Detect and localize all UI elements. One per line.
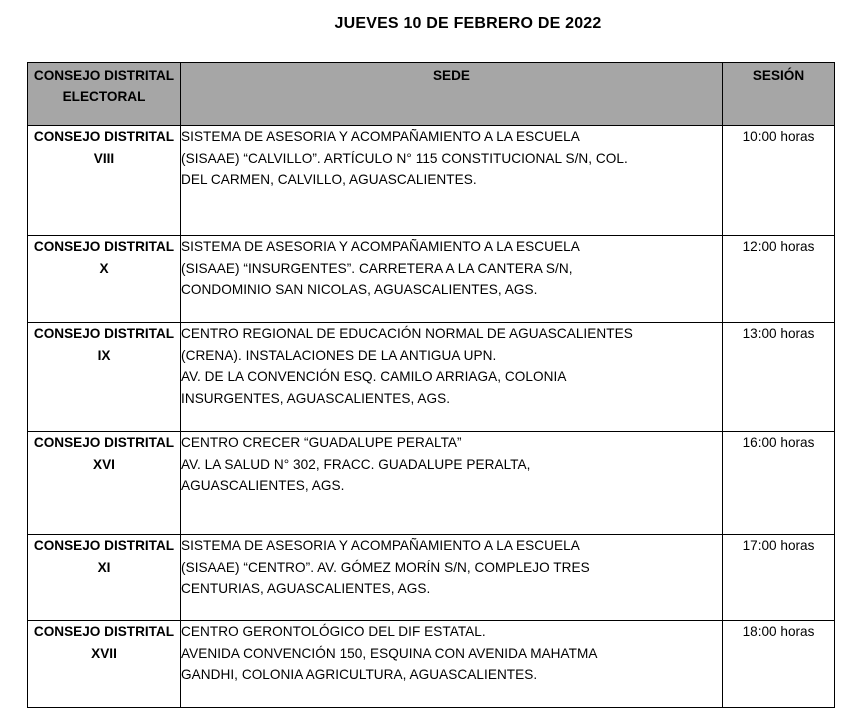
venue-line: AV. DE LA CONVENCIÓN ESQ. CAMILO ARRIAGA, COLONIA: [181, 369, 567, 384]
header-session: SESIÓN: [723, 63, 835, 126]
table-row: [28, 432, 835, 535]
venue-line: SISTEMA DE ASESORIA Y ACOMPAÑAMIENTO A LA ESCUELA: [181, 239, 580, 254]
venue-line: AV. LA SALUD N° 302, FRACC. GUADALUPE PERALTA,: [181, 456, 531, 472]
session-time-cell: 17:00 horas: [723, 535, 835, 621]
venue-cell: [181, 621, 723, 708]
council-cell: CONSEJO DISTRITAL XI: [28, 535, 181, 621]
venue-line: SISTEMA DE ASESORIA Y ACOMPAÑAMIENTO A LA ESCUELA: [181, 538, 580, 553]
table-row: [28, 323, 835, 432]
council-cell: CONSEJO DISTRITAL IX: [28, 323, 181, 432]
venue-line: (SISAAE) “CALVILLO”. ARTÍCULO N° 115 CONSTITUCIONAL S/N, COL.: [181, 150, 628, 166]
venue-cell: [181, 535, 723, 621]
table-header-row: [28, 63, 835, 126]
venue-line: (CRENA). INSTALACIONES DE LA ANTIGUA UPN.: [181, 347, 497, 363]
venue-cell: [181, 236, 723, 323]
session-schedule-table: [27, 62, 835, 708]
council-cell: CONSEJO DISTRITAL VIII: [28, 126, 181, 236]
session-time-cell: 18:00 horas: [723, 621, 835, 708]
venue-line: CENTURIAS, AGUASCALIENTES, AGS.: [181, 581, 431, 596]
table-row: [28, 621, 835, 708]
venue-line: (SISAAE) “CENTRO”. AV. GÓMEZ MORÍN S/N, COMPLEJO TRES: [181, 559, 590, 575]
venue-line: CENTRO CRECER “GUADALUPE PERALTA”: [181, 435, 462, 450]
venue-line: AVENIDA CONVENCIÓN 150, ESQUINA CON AVENIDA MAHATMA: [181, 645, 598, 661]
venue-line: DEL CARMEN, CALVILLO, AGUASCALIENTES.: [181, 172, 477, 187]
venue-line: CONDOMINIO SAN NICOLAS, AGUASCALIENTES, AGS.: [181, 282, 538, 297]
council-cell: CONSEJO DISTRITAL XVII: [28, 621, 181, 708]
council-cell: CONSEJO DISTRITAL XVI: [28, 432, 181, 535]
council-cell: CONSEJO DISTRITAL X: [28, 236, 181, 323]
venue-cell: [181, 323, 723, 432]
venue-line: GANDHI, COLONIA AGRICULTURA, AGUASCALIENTES.: [181, 667, 538, 682]
venue-line: (SISAAE) “INSURGENTES”. CARRETERA A LA CANTERA S/N,: [181, 260, 573, 276]
session-time-cell: 12:00 horas: [723, 236, 835, 323]
venue-cell: [181, 126, 723, 236]
table-row: [28, 236, 835, 323]
header-council: CONSEJO DISTRITAL ELECTORAL: [28, 63, 181, 126]
venue-line: INSURGENTES, AGUASCALIENTES, AGS.: [181, 390, 451, 406]
document-title: JUEVES 10 DE FEBRERO DE 2022: [334, 15, 602, 32]
table-row: [28, 535, 835, 621]
venue-line: AGUASCALIENTES, AGS.: [181, 478, 345, 493]
header-venue: SEDE: [181, 63, 723, 126]
venue-line: CENTRO GERONTOLÓGICO DEL DIF ESTATAL.: [181, 624, 486, 639]
venue-cell: [181, 432, 723, 535]
session-time-cell: 16:00 horas: [723, 432, 835, 535]
session-time-cell: 13:00 horas: [723, 323, 835, 432]
venue-line: SISTEMA DE ASESORIA Y ACOMPAÑAMIENTO A LA ESCUELA: [181, 129, 580, 144]
venue-line: CENTRO REGIONAL DE EDUCACIÓN NORMAL DE AGUASCALIENTES: [181, 326, 633, 341]
table-row: [28, 126, 835, 236]
session-time-cell: 10:00 horas: [723, 126, 835, 236]
